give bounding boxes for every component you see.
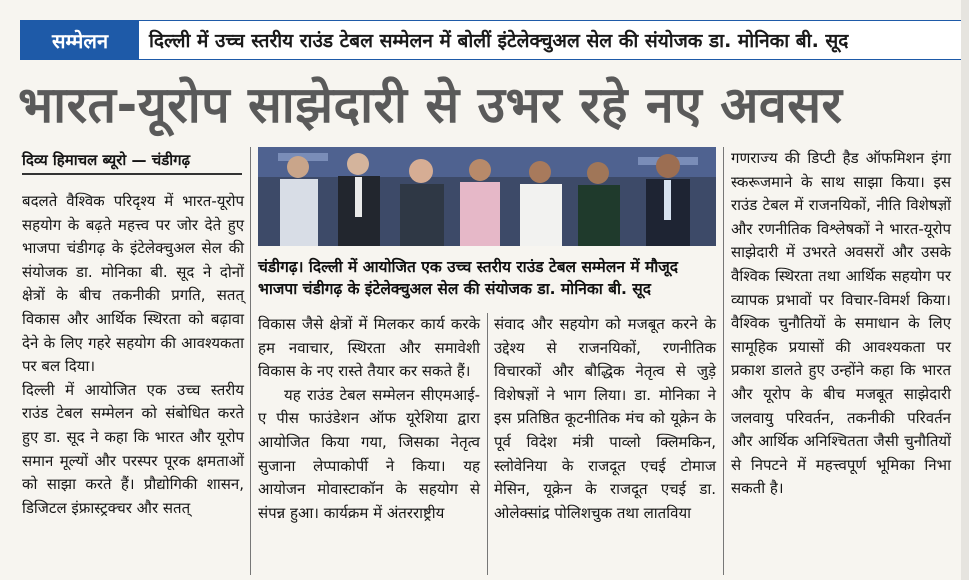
column-divider	[487, 313, 488, 575]
section-kicker	[20, 20, 962, 60]
article-column-2	[258, 313, 480, 525]
subheadline: दिल्ली में उच्च स्तरीय राउंड टेबल सम्मेलन में बोलीं इंटेलेक्चुअल सेल की संयोजक डा. मोनिका बी. सूद	[149, 30, 849, 52]
photo-caption: चंडीगढ़। दिल्ली में आयोजित एक उच्च स्तरीय राउंड टेबल सम्मेलन में मौजूद भाजपा चंडीगढ़ के इंटेलेक्चुअल सेल की संयोजक डा. मोनिका बी. सूद	[258, 258, 679, 298]
headline: भारत-यूरोप साझेदारी से उभर रहे नए अवसर	[18, 76, 843, 134]
byline: दिव्य हिमाचल ब्यूरो — चंडीगढ़	[22, 150, 242, 175]
paragraph: यह राउंड टेबल सम्मेलन सीएमआई- ए पीस फाउंडेशन ऑफ यूरेशिया द्वारा आयोजित किया गया, जिसका नेतृत्व सुजाना लेप्पाकोर्पी ने किया। यह आयोजन मोवास्टाकॉन के सहयोग से संपन्न हुआ। कार्यक्रम में अंतरराष्ट्रीय	[258, 385, 480, 522]
clipped-previous-text	[0, 0, 969, 14]
page-edge	[961, 0, 969, 580]
article-column-4	[731, 147, 951, 501]
column-divider	[250, 147, 251, 575]
paragraph: विकास जैसे क्षेत्रों में मिलकर कार्य करके हम नवाचार, स्थिरता और समावेशी विकास के नए रास्ते तैयार कर सकते हैं।	[258, 315, 480, 381]
paragraph: संवाद और सहयोग को मजबूत करने के उद्देश्य से राजनयिकों, रणनीतिक विचारकों और बौद्धिक नेतृत्व से जुड़े विशेषज्ञों ने भाग लिया। डा. मोनिका ने इस प्रतिष्ठित कूटनीतिक मंच को यूक्रेन के पूर्व विदेश मंत्री पाव्लो क्लिमकिन, स्लोवेनिया के राजदूत एचई टोमाज मेसिन, यूक्रेन के राजदूत एचई डा. ओलेक्सांद्र पोलिशचुक तथा लातविया	[494, 315, 716, 522]
article-column-1	[22, 190, 244, 520]
event-photo	[258, 147, 716, 246]
article-column-3	[494, 313, 716, 525]
column-divider	[723, 147, 724, 575]
paragraph: दिल्ली में आयोजित एक उच्च स्तरीय राउंड टेबल सम्मेलन को संबोधित करते हुए डा. सूद ने कहा कि भारत और यूरोप समान मूल्यों और परस्पर पूरक क्षमताओं को साझा करते हैं। प्रौद्योगिकी शासन, डिजिटल इंफ्रास्ट्रक्चर और सतत्	[22, 380, 244, 517]
paragraph: गणराज्य की डिप्टी हैड ऑफमिशन इंगा स्करूजमाने के साथ साझा किया। इस राउंड टेबल में राजनयिकों, नीति विशेषज्ञों और रणनीतिक विश्लेषकों ने भारत-यूरोप साझेदारी में उभरते अवसरों और उसके वैश्विक स्थिरता तथा आर्थिक सहयोग पर व्यापक प्रभावों पर विचार-विमर्श किया। वैश्विक चुनौतियों के समाधान के लिए सामूहिक प्रयासों की आवश्यकता पर प्रकाश डालते हुए उन्होंने कहा कि भारत और यूरोप के बीच मजबूत साझेदारी जलवायु परिवर्तन, तकनीकी परिवर्तन और आर्थिक अनिश्चितता जैसी चुनौतियों से निपटने में महत्त्वपूर्ण भूमिका निभा सकती है।	[731, 149, 951, 498]
section-tag: सम्मेलन	[21, 21, 139, 59]
paragraph: बदलते वैश्विक परिदृश्य में भारत-यूरोप सहयोग के बढ़ते महत्त्व पर जोर देते हुए भाजपा चंडीगढ़ के इंटेलेक्चुअल सेल की संयोजक डा. मोनिका बी. सूद ने दोनों क्षेत्रों के बीच तकनीकी प्रगति, सतत् विकास और आर्थिक स्थिरता को बढ़ावा देने के लिए गहरे सहयोग की आवश्यकता पर बल दिया।	[22, 192, 244, 376]
